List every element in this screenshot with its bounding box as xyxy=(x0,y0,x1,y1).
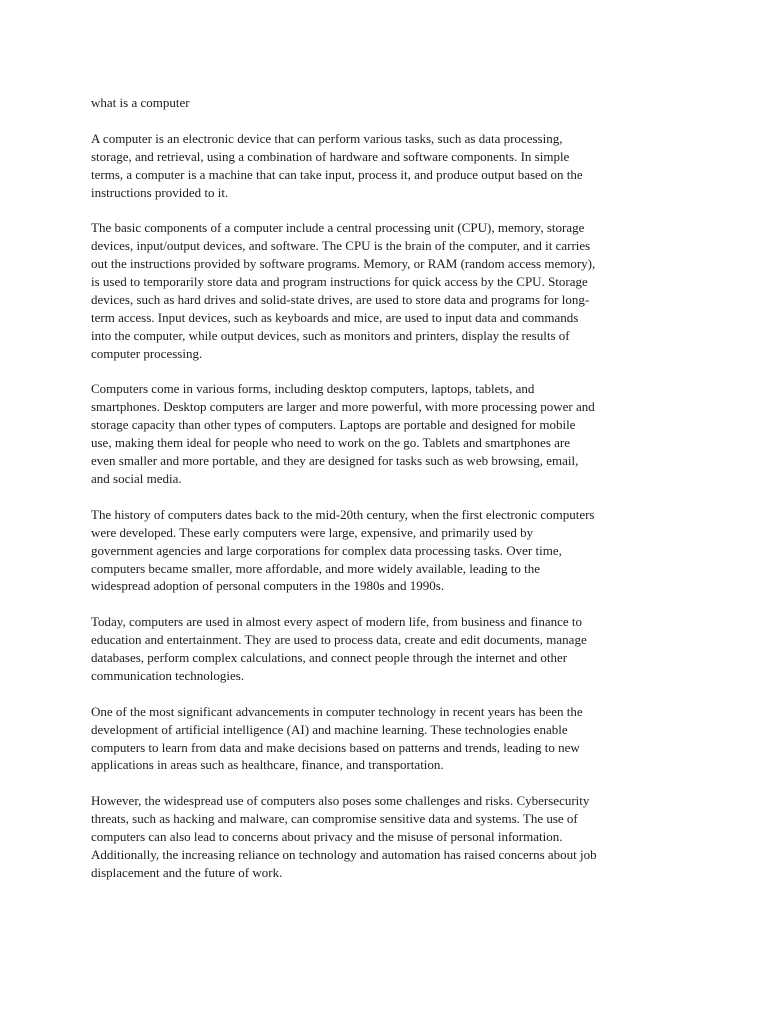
paragraph-line: threats, such as hacking and malware, can compromise sensitive data and systems. The use of xyxy=(91,811,578,827)
document-body xyxy=(91,130,691,882)
paragraph-line: applications in areas such as healthcare, finance, and transportation. xyxy=(91,757,444,773)
paragraph-line: into the computer, while output devices, such as monitors and printers, display the results of xyxy=(91,327,570,343)
paragraph-line: instructions provided to it. xyxy=(91,184,229,200)
paragraph-line: storage capacity than other types of computers. Laptops are portable and designed for mobile xyxy=(91,417,576,433)
paragraph-line: However, the widespread use of computers also poses some challenges and risks. Cybersecurity xyxy=(91,793,590,809)
paragraph-line: government agencies and large corporations for complex data processing tasks. Over time, xyxy=(91,542,562,558)
paragraph-line: One of the most significant advancements in computer technology in recent years has been the xyxy=(91,703,583,719)
document-page xyxy=(91,94,691,900)
paragraph-line: devices, input/output devices, and software. The CPU is the brain of the computer, and it carries xyxy=(91,238,591,254)
paragraph xyxy=(91,380,691,487)
paragraph-line: databases, perform complex calculations, and connect people through the internet and other xyxy=(91,650,568,666)
paragraph-line: computers became smaller, more affordable, and more widely available, leading to the xyxy=(91,560,541,576)
paragraph xyxy=(91,130,691,202)
paragraph-line: storage, and retrieval, using a combination of hardware and software components. In simple xyxy=(91,148,570,164)
paragraph-line: computer processing. xyxy=(91,345,203,361)
paragraph-line: widespread adoption of personal computers in the 1980s and 1990s. xyxy=(91,578,445,594)
paragraph-line: education and entertainment. They are used to process data, create and edit documents, manage xyxy=(91,632,587,648)
paragraph-line: out the instructions provided by software programs. Memory, or RAM (random access memory), xyxy=(91,256,596,272)
paragraph-line: and social media. xyxy=(91,470,182,486)
paragraph xyxy=(91,792,691,882)
paragraph-line: Computers come in various forms, including desktop computers, laptops, tablets, and xyxy=(91,381,535,397)
paragraph-line: devices, such as hard drives and solid-state drives, are used to store data and programs for long- xyxy=(91,291,590,307)
paragraph-line: displacement and the future of work. xyxy=(91,864,283,880)
paragraph xyxy=(91,703,691,775)
paragraph-line: Today, computers are used in almost every aspect of modern life, from business and finance to xyxy=(91,614,583,630)
document-title: what is a computer xyxy=(91,95,190,110)
paragraph-line: communication technologies. xyxy=(91,667,245,683)
paragraph-line: even smaller and more portable, and they are designed for tasks such as web browsing, email, xyxy=(91,453,579,469)
paragraph xyxy=(91,613,691,685)
paragraph-line: use, making them ideal for people who need to work on the go. Tablets and smartphones are xyxy=(91,435,571,451)
paragraph-line: development of artificial intelligence (AI) and machine learning. These technologies enable xyxy=(91,721,568,737)
paragraph-line: The basic components of a computer include a central processing unit (CPU), memory, storage xyxy=(91,220,585,236)
paragraph-line: is used to temporarily store data and program instructions for quick access by the CPU. Storage xyxy=(91,274,588,290)
paragraph-line: computers can also lead to concerns about privacy and the misuse of personal information. xyxy=(91,829,563,845)
paragraph-line: smartphones. Desktop computers are larger and more powerful, with more processing power and xyxy=(91,399,595,415)
paragraph-line: The history of computers dates back to the mid-20th century, when the first electronic computers xyxy=(91,506,595,522)
paragraph-line: A computer is an electronic device that can perform various tasks, such as data processing, xyxy=(91,130,563,146)
paragraph-line: were developed. These early computers were large, expensive, and primarily used by xyxy=(91,524,534,540)
paragraph-line: Additionally, the increasing reliance on technology and automation has raised concerns about job xyxy=(91,846,597,862)
paragraph-line: term access. Input devices, such as keyboards and mice, are used to input data and commands xyxy=(91,309,579,325)
paragraph xyxy=(91,219,691,362)
paragraph-line: terms, a computer is a machine that can take input, process it, and produce output based on the xyxy=(91,166,583,182)
paragraph-line: computers to learn from data and make decisions based on patterns and trends, leading to new xyxy=(91,739,580,755)
paragraph xyxy=(91,506,691,596)
